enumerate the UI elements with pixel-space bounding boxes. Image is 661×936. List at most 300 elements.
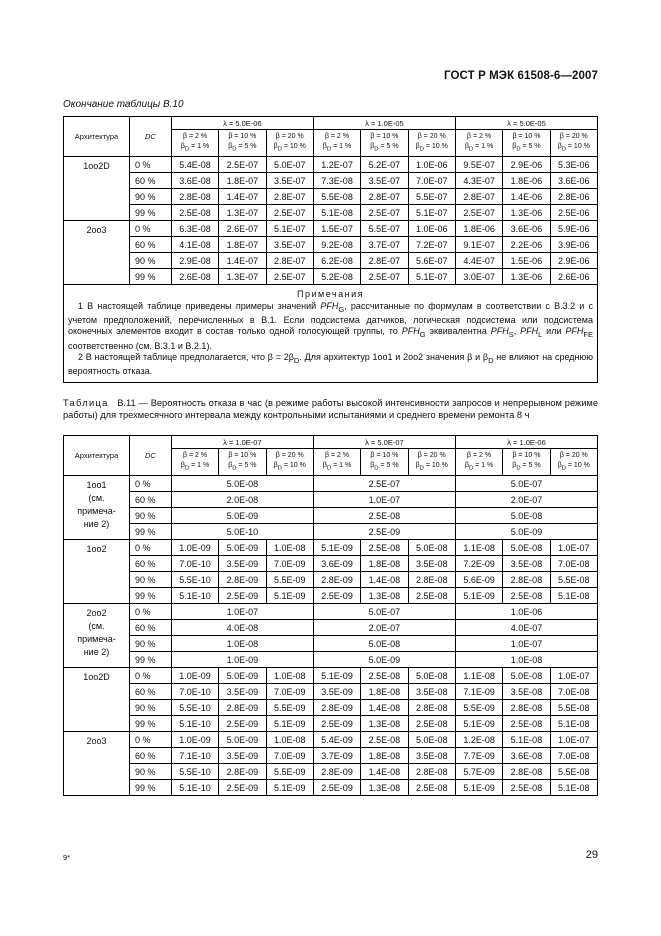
value-cell: 1.4Е-07 bbox=[219, 253, 266, 269]
value-cell: 3.0Е-07 bbox=[455, 269, 502, 285]
value-cell: 5.1Е-09 bbox=[455, 780, 502, 796]
value-cell: 2.5Е-07 bbox=[361, 205, 408, 221]
dc-cell: 99 % bbox=[129, 652, 171, 668]
value-cell: 5.0Е-08 bbox=[171, 476, 313, 492]
dc-cell: 60 % bbox=[129, 173, 171, 189]
value-cell: 1.0Е-07 bbox=[550, 668, 597, 684]
beta-header bbox=[219, 130, 266, 157]
value-cell: 3.5Е-09 bbox=[219, 748, 266, 764]
dc-cell: 90 % bbox=[129, 700, 171, 716]
value-cell: 5.5Е-09 bbox=[266, 764, 313, 780]
beta-header bbox=[266, 449, 313, 476]
value-cell: 5.6Е-07 bbox=[408, 253, 455, 269]
value-cell: 3.7Е-09 bbox=[313, 748, 360, 764]
value-cell: 3.6Е-08 bbox=[503, 748, 550, 764]
value-cell: 2.5Е-09 bbox=[219, 716, 266, 732]
arch-cell bbox=[64, 604, 130, 668]
value-cell: 2.5Е-07 bbox=[361, 269, 408, 285]
value-cell: 5.0Е-08 bbox=[455, 508, 597, 524]
page-number: 29 bbox=[585, 849, 598, 861]
arch-line: 1оо2D bbox=[83, 672, 110, 682]
value-cell: 5.0Е-07 bbox=[455, 476, 597, 492]
value-cell: 2.5Е-08 bbox=[361, 540, 408, 556]
value-cell: 1.3Е-08 bbox=[361, 780, 408, 796]
value-cell: 1.3Е-08 bbox=[361, 588, 408, 604]
value-cell: 5.0Е-08 bbox=[408, 540, 455, 556]
value-cell: 5.1Е-09 bbox=[455, 588, 502, 604]
beta-d-label: $\beta_D = 1$ % bbox=[322, 142, 352, 153]
value-cell: 5.0Е-08 bbox=[313, 636, 455, 652]
beta-header bbox=[313, 130, 360, 157]
dc-cell: 0 % bbox=[129, 732, 171, 748]
value-cell: 1.0Е-09 bbox=[171, 668, 218, 684]
value-cell: 5.1Е-09 bbox=[266, 716, 313, 732]
value-cell: 4.4Е-07 bbox=[455, 253, 502, 269]
value-cell: 5.2Е-08 bbox=[313, 269, 360, 285]
table-row bbox=[64, 748, 598, 764]
value-cell: 2.5Е-07 bbox=[266, 205, 313, 221]
value-cell: 3.6Е-06 bbox=[503, 221, 550, 237]
value-cell: 5.1Е-07 bbox=[408, 269, 455, 285]
value-cell: 1.0Е-08 bbox=[266, 732, 313, 748]
beta-d-label: $\beta_D = 5$ % bbox=[512, 142, 541, 153]
arch-line: примеча- bbox=[77, 506, 116, 516]
arch-line: 2оо2 bbox=[86, 608, 107, 618]
dc-cell: 99 % bbox=[129, 269, 171, 285]
value-cell: 5.1Е-10 bbox=[171, 780, 218, 796]
value-cell: 1.3Е-07 bbox=[219, 269, 266, 285]
value-cell: 5.7Е-09 bbox=[455, 764, 502, 780]
beta-d-label: $\beta_D = 10$ % bbox=[273, 142, 306, 153]
value-cell: 5.1Е-10 bbox=[171, 716, 218, 732]
value-cell: 1.0Е-07 bbox=[550, 540, 597, 556]
beta-header bbox=[361, 130, 408, 157]
value-cell: 2.8Е-09 bbox=[313, 700, 360, 716]
value-cell: 2.5Е-06 bbox=[550, 205, 597, 221]
value-cell: 5.0Е-07 bbox=[313, 604, 455, 620]
beta-header bbox=[455, 449, 502, 476]
arch-cell bbox=[64, 476, 130, 540]
value-cell: 1.4Е-07 bbox=[219, 189, 266, 205]
value-cell: 5.1Е-08 bbox=[313, 205, 360, 221]
beta-label: β = 20 % bbox=[275, 451, 304, 459]
value-cell: 1.4Е-08 bbox=[361, 572, 408, 588]
value-cell: 2.5Е-08 bbox=[171, 205, 218, 221]
value-cell: 2.5Е-09 bbox=[219, 780, 266, 796]
value-cell: 2.8Е-08 bbox=[408, 700, 455, 716]
value-cell: 1.8Е-08 bbox=[361, 684, 408, 700]
beta-d-label: $\beta_D = 1$ % bbox=[180, 142, 210, 153]
value-cell: 1.8Е-08 bbox=[361, 556, 408, 572]
table-row bbox=[64, 684, 598, 700]
value-cell: 3.5Е-08 bbox=[408, 556, 455, 572]
arch-line: (см. bbox=[88, 493, 105, 503]
value-cell: 2.8Е-08 bbox=[408, 764, 455, 780]
arch-line: 1оо1 bbox=[86, 480, 107, 490]
lambda-header: λ = 1.0Е-07 bbox=[171, 436, 313, 449]
arch-cell bbox=[64, 540, 130, 604]
value-cell: 5.0Е-09 bbox=[313, 652, 455, 668]
value-cell: 5.0Е-10 bbox=[171, 524, 313, 540]
table-row bbox=[64, 173, 598, 189]
value-cell: 1.3Е-07 bbox=[219, 205, 266, 221]
beta-d-label: $\beta_D = 10$ % bbox=[415, 461, 448, 472]
col-dc-header: DC bbox=[129, 436, 171, 476]
table-row bbox=[64, 636, 598, 652]
dc-cell: 0 % bbox=[129, 157, 171, 173]
beta-d-label: $\beta_D = 1$ % bbox=[180, 461, 210, 472]
dc-cell: 90 % bbox=[129, 764, 171, 780]
value-cell: 1.8Е-08 bbox=[361, 748, 408, 764]
value-cell: 5.2Е-07 bbox=[361, 157, 408, 173]
dc-cell: 60 % bbox=[129, 237, 171, 253]
value-cell: 5.0Е-08 bbox=[408, 668, 455, 684]
dc-cell: 99 % bbox=[129, 205, 171, 221]
value-cell: 5.0Е-09 bbox=[171, 508, 313, 524]
value-cell: 2.5Е-07 bbox=[455, 205, 502, 221]
arch-cell bbox=[64, 668, 130, 732]
value-cell: 3.6Е-06 bbox=[550, 173, 597, 189]
beta-d-label: $\beta_D = 10$ % bbox=[557, 461, 590, 472]
arch-cell bbox=[64, 221, 130, 285]
beta-header bbox=[266, 130, 313, 157]
value-cell: 2.5Е-08 bbox=[313, 508, 455, 524]
value-cell: 2.8Е-09 bbox=[219, 700, 266, 716]
value-cell: 1.2Е-07 bbox=[313, 157, 360, 173]
value-cell: 2.0Е-07 bbox=[455, 492, 597, 508]
value-cell: 5.0Е-08 bbox=[408, 732, 455, 748]
value-cell: 2.5Е-07 bbox=[266, 269, 313, 285]
dc-cell: 90 % bbox=[129, 572, 171, 588]
dc-cell: 0 % bbox=[129, 540, 171, 556]
value-cell: 2.5Е-08 bbox=[503, 716, 550, 732]
value-cell: 2.5Е-08 bbox=[408, 780, 455, 796]
value-cell: 1.2Е-08 bbox=[455, 732, 502, 748]
value-cell: 1.4Е-08 bbox=[361, 764, 408, 780]
table-b10-end bbox=[63, 116, 598, 383]
value-cell: 1.0Е-09 bbox=[171, 652, 313, 668]
beta-label: β = 20 % bbox=[275, 132, 304, 140]
value-cell: 2.5Е-09 bbox=[313, 716, 360, 732]
value-cell: 2.8Е-07 bbox=[361, 253, 408, 269]
value-cell: 4.0Е-08 bbox=[171, 620, 313, 636]
value-cell: 2.8Е-08 bbox=[503, 572, 550, 588]
value-cell: 1.8Е-07 bbox=[219, 173, 266, 189]
beta-header bbox=[550, 449, 597, 476]
value-cell: 5.5Е-09 bbox=[455, 700, 502, 716]
lambda-header: λ = 1.0Е-06 bbox=[455, 436, 597, 449]
value-cell: 4.0Е-07 bbox=[455, 620, 597, 636]
beta-label: β = 2 % bbox=[325, 132, 350, 140]
value-cell: 7.0Е-09 bbox=[266, 684, 313, 700]
table-row bbox=[64, 492, 598, 508]
value-cell: 5.5Е-10 bbox=[171, 700, 218, 716]
value-cell: 5.0Е-08 bbox=[503, 668, 550, 684]
table-row bbox=[64, 221, 598, 237]
beta-d-label: $\beta_D = 5$ % bbox=[228, 461, 257, 472]
value-cell: 7.0Е-10 bbox=[171, 684, 218, 700]
table-row bbox=[64, 508, 598, 524]
value-cell: 9.1Е-07 bbox=[455, 237, 502, 253]
value-cell: 1.0Е-08 bbox=[455, 652, 597, 668]
dc-cell: 0 % bbox=[129, 476, 171, 492]
dc-cell: 99 % bbox=[129, 780, 171, 796]
lambda-header: λ = 1.0Е-05 bbox=[313, 117, 455, 130]
value-cell: 1.5Е-07 bbox=[313, 221, 360, 237]
beta-label: β = 10 % bbox=[370, 132, 399, 140]
value-cell: 7.7Е-09 bbox=[455, 748, 502, 764]
beta-label: β = 10 % bbox=[228, 132, 257, 140]
table-row bbox=[64, 524, 598, 540]
value-cell: 5.1Е-09 bbox=[266, 588, 313, 604]
value-cell: 7.0Е-07 bbox=[408, 173, 455, 189]
value-cell: 2.5Е-09 bbox=[313, 524, 455, 540]
value-cell: 5.0Е-07 bbox=[266, 157, 313, 173]
value-cell: 7.3Е-08 bbox=[313, 173, 360, 189]
arch-cell bbox=[64, 732, 130, 796]
value-cell: 5.5Е-09 bbox=[266, 572, 313, 588]
value-cell: 5.5Е-10 bbox=[171, 572, 218, 588]
table-row bbox=[64, 732, 598, 748]
value-cell: 5.1Е-08 bbox=[550, 588, 597, 604]
value-cell: 2.8Е-08 bbox=[171, 189, 218, 205]
value-cell: 1.0Е-09 bbox=[171, 540, 218, 556]
table-row bbox=[64, 269, 598, 285]
value-cell: 1.0Е-08 bbox=[171, 636, 313, 652]
value-cell: 7.1Е-10 bbox=[171, 748, 218, 764]
beta-header bbox=[408, 449, 455, 476]
beta-label: β = 20 % bbox=[417, 451, 446, 459]
arch-line: (см. bbox=[88, 621, 105, 631]
value-cell: 7.0Е-08 bbox=[550, 556, 597, 572]
dc-cell: 99 % bbox=[129, 588, 171, 604]
value-cell: 5.5Е-08 bbox=[550, 764, 597, 780]
lambda-header: λ = 5.0Е-06 bbox=[171, 117, 313, 130]
value-cell: 1.8Е-06 bbox=[503, 173, 550, 189]
value-cell: 3.5Е-07 bbox=[361, 173, 408, 189]
value-cell: 5.4Е-09 bbox=[313, 732, 360, 748]
table2-caption bbox=[63, 397, 598, 421]
dc-cell: 60 % bbox=[129, 684, 171, 700]
value-cell: 2.0Е-07 bbox=[313, 620, 455, 636]
value-cell: 2.8Е-07 bbox=[266, 253, 313, 269]
value-cell: 5.0Е-09 bbox=[219, 540, 266, 556]
value-cell: 5.1Е-09 bbox=[455, 716, 502, 732]
table2-label: Таблица bbox=[63, 398, 109, 408]
value-cell: 3.6Е-08 bbox=[171, 173, 218, 189]
arch-line: 2оо3 bbox=[86, 225, 107, 235]
value-cell: 5.0Е-09 bbox=[219, 668, 266, 684]
value-cell: 1.0Е-06 bbox=[408, 221, 455, 237]
table-row bbox=[64, 572, 598, 588]
value-cell: 5.5Е-08 bbox=[550, 572, 597, 588]
value-cell: 5.9Е-06 bbox=[550, 221, 597, 237]
value-cell: 2.8Е-09 bbox=[219, 764, 266, 780]
beta-d-label: $\beta_D = 10$ % bbox=[273, 461, 306, 472]
value-cell: 3.6Е-09 bbox=[313, 556, 360, 572]
beta-label: β = 10 % bbox=[512, 132, 541, 140]
arch-line: ние 2) bbox=[83, 519, 110, 529]
value-cell: 1.4Е-06 bbox=[503, 189, 550, 205]
beta-label: β = 10 % bbox=[512, 451, 541, 459]
value-cell: 5.1Е-08 bbox=[550, 716, 597, 732]
value-cell: 1.0Е-08 bbox=[266, 540, 313, 556]
value-cell: 5.5Е-10 bbox=[171, 764, 218, 780]
value-cell: 2.5Е-07 bbox=[219, 157, 266, 173]
col-arch-header: Архитектура bbox=[64, 436, 130, 476]
value-cell: 2.8Е-08 bbox=[503, 764, 550, 780]
value-cell: 3.5Е-08 bbox=[503, 684, 550, 700]
value-cell: 3.5Е-09 bbox=[219, 684, 266, 700]
table-row bbox=[64, 540, 598, 556]
col-dc-header: DC bbox=[129, 117, 171, 157]
beta-d-label: $\beta_D = 5$ % bbox=[370, 461, 399, 472]
arch-line: 2оо3 bbox=[86, 736, 107, 746]
value-cell: 2.8Е-09 bbox=[219, 572, 266, 588]
arch-line: примеча- bbox=[77, 634, 116, 644]
lambda-header: λ = 5.0Е-05 bbox=[455, 117, 597, 130]
value-cell: 2.8Е-07 bbox=[361, 189, 408, 205]
value-cell: 2.5Е-08 bbox=[361, 732, 408, 748]
value-cell: 5.1Е-07 bbox=[408, 205, 455, 221]
value-cell: 6.2Е-08 bbox=[313, 253, 360, 269]
standard-header: ГОСТ Р МЭК 61508-6—2007 bbox=[444, 70, 598, 82]
dc-cell: 60 % bbox=[129, 492, 171, 508]
value-cell: 9.5Е-07 bbox=[455, 157, 502, 173]
table-row bbox=[64, 700, 598, 716]
value-cell: 1.5Е-06 bbox=[503, 253, 550, 269]
note-2: 2 В настоящей таблице предполагается, что $\beta = 2\beta_D$. Для архитектур 1оо1 и 2оо2 значения β и $\beta_D$ не влияют на среднюю вероятность отказа. bbox=[68, 352, 593, 377]
value-cell: 3.5Е-08 bbox=[408, 684, 455, 700]
arch-cell bbox=[64, 157, 130, 221]
value-cell: 1.0Е-07 bbox=[550, 732, 597, 748]
value-cell: 1.8Е-07 bbox=[219, 237, 266, 253]
dc-cell: 90 % bbox=[129, 189, 171, 205]
value-cell: 1.0Е-07 bbox=[455, 636, 597, 652]
value-cell: 5.1Е-10 bbox=[171, 588, 218, 604]
beta-d-label: $\beta_D = 10$ % bbox=[557, 142, 590, 153]
value-cell: 3.9Е-06 bbox=[550, 237, 597, 253]
value-cell: 5.5Е-08 bbox=[550, 700, 597, 716]
value-cell: 1.0Е-06 bbox=[455, 604, 597, 620]
table-row bbox=[64, 157, 598, 173]
beta-d-label: $\beta_D = 1$ % bbox=[322, 461, 352, 472]
beta-header bbox=[219, 449, 266, 476]
value-cell: 5.5Е-07 bbox=[361, 221, 408, 237]
lambda-header: λ = 5.0Е-07 bbox=[313, 436, 455, 449]
beta-header bbox=[171, 130, 218, 157]
beta-header bbox=[503, 130, 550, 157]
table-row bbox=[64, 764, 598, 780]
value-cell: 3.5Е-08 bbox=[503, 556, 550, 572]
value-cell: 5.1Е-08 bbox=[550, 780, 597, 796]
value-cell: 7.0Е-10 bbox=[171, 556, 218, 572]
beta-label: β = 2 % bbox=[467, 132, 492, 140]
value-cell: 3.5Е-07 bbox=[266, 237, 313, 253]
beta-label: β = 2 % bbox=[467, 451, 492, 459]
dc-cell: 0 % bbox=[129, 604, 171, 620]
value-cell: 5.0Е-08 bbox=[503, 540, 550, 556]
value-cell: 5.1Е-08 bbox=[503, 732, 550, 748]
arch-line: 1оо2D bbox=[83, 161, 110, 171]
value-cell: 2.9Е-06 bbox=[503, 157, 550, 173]
value-cell: 5.4Е-08 bbox=[171, 157, 218, 173]
value-cell: 2.8Е-07 bbox=[455, 189, 502, 205]
value-cell: 7.2Е-07 bbox=[408, 237, 455, 253]
value-cell: 2.9Е-08 bbox=[171, 253, 218, 269]
dc-cell: 99 % bbox=[129, 524, 171, 540]
value-cell: 1.1Е-08 bbox=[455, 668, 502, 684]
beta-d-label: $\beta_D = 10$ % bbox=[415, 142, 448, 153]
beta-label: β = 2 % bbox=[182, 132, 208, 140]
table-row bbox=[64, 588, 598, 604]
note-1: 1 В настоящей таблице приведены примеры значений $PFH_G$, рассчитанные по формулам в соответствии с В.3.2 и с учетом предположений, перечисленных в В.1. Если подсистема датчиков, логическая подсистема или подсистема оконечных элементов входит в состав только одной голосующей группы, то $PFH_G$ эквивалентна $PFH_S$, $PFH_L$ или $PFH_{FE}$ соответственно (см. В.3.1 и В.2.1). bbox=[68, 300, 593, 351]
value-cell: 2.5Е-08 bbox=[408, 716, 455, 732]
beta-label: β = 2 % bbox=[182, 451, 208, 459]
value-cell: 1.1Е-08 bbox=[455, 540, 502, 556]
value-cell: 4.3Е-07 bbox=[455, 173, 502, 189]
beta-header bbox=[455, 130, 502, 157]
beta-header bbox=[408, 130, 455, 157]
value-cell: 1.3Е-08 bbox=[361, 716, 408, 732]
value-cell: 7.0Е-08 bbox=[550, 684, 597, 700]
value-cell: 5.1Е-07 bbox=[266, 221, 313, 237]
value-cell: 1.3Е-06 bbox=[503, 269, 550, 285]
footer-mark: 9* bbox=[63, 853, 71, 862]
table-row bbox=[64, 556, 598, 572]
value-cell: 2.5Е-09 bbox=[219, 588, 266, 604]
value-cell: 5.1Е-09 bbox=[313, 540, 360, 556]
value-cell: 1.3Е-06 bbox=[503, 205, 550, 221]
beta-d-label: $\beta_D = 5$ % bbox=[370, 142, 399, 153]
table-row bbox=[64, 780, 598, 796]
value-cell: 2.6Е-06 bbox=[550, 269, 597, 285]
value-cell: 2.5Е-09 bbox=[313, 780, 360, 796]
beta-label: β = 20 % bbox=[417, 132, 446, 140]
dc-cell: 60 % bbox=[129, 748, 171, 764]
table-row bbox=[64, 189, 598, 205]
table-row bbox=[64, 253, 598, 269]
value-cell: 5.0Е-09 bbox=[219, 732, 266, 748]
value-cell: 7.2Е-09 bbox=[455, 556, 502, 572]
value-cell: 2.5Е-08 bbox=[503, 588, 550, 604]
value-cell: 5.5Е-08 bbox=[313, 189, 360, 205]
table-row bbox=[64, 237, 598, 253]
value-cell: 2.6Е-07 bbox=[219, 221, 266, 237]
table-row bbox=[64, 476, 598, 492]
value-cell: 2.5Е-08 bbox=[408, 588, 455, 604]
value-cell: 3.5Е-09 bbox=[313, 684, 360, 700]
beta-label: β = 2 % bbox=[325, 451, 350, 459]
notes-title: Примечания bbox=[297, 289, 364, 299]
value-cell: 2.2Е-06 bbox=[503, 237, 550, 253]
arch-line: 1оо2 bbox=[86, 544, 107, 554]
value-cell: 4.1Е-08 bbox=[171, 237, 218, 253]
dc-cell: 60 % bbox=[129, 620, 171, 636]
value-cell: 5.5Е-07 bbox=[408, 189, 455, 205]
beta-d-label: $\beta_D = 1$ % bbox=[464, 142, 494, 153]
value-cell: 5.1Е-09 bbox=[313, 668, 360, 684]
beta-d-label: $\beta_D = 1$ % bbox=[464, 461, 494, 472]
value-cell: 2.9Е-06 bbox=[550, 253, 597, 269]
value-cell: 2.8Е-07 bbox=[266, 189, 313, 205]
dc-cell: 60 % bbox=[129, 556, 171, 572]
value-cell: 3.7Е-07 bbox=[361, 237, 408, 253]
value-cell: 2.8Е-08 bbox=[503, 700, 550, 716]
value-cell: 2.8Е-09 bbox=[313, 764, 360, 780]
dc-cell: 0 % bbox=[129, 221, 171, 237]
table-row bbox=[64, 652, 598, 668]
